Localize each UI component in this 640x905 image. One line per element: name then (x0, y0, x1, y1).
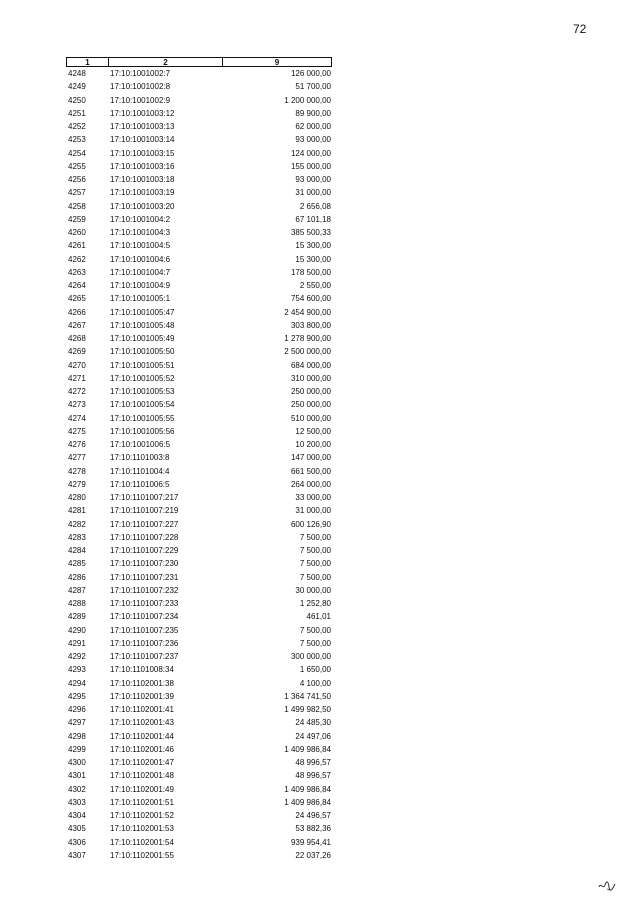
table-row (66, 412, 332, 425)
value-cell: 1 252,80 (299, 599, 331, 608)
value-cell: 310 000,00 (290, 373, 331, 383)
cadastral-number-cell: 17:10:1102001:47 (110, 758, 174, 767)
table-row (66, 173, 332, 186)
cadastral-number-cell: 17:10:1101007:228 (110, 532, 179, 542)
table-row (66, 359, 332, 372)
row-index-cell: 4307 (68, 850, 86, 860)
row-index-cell: 4266 (68, 307, 86, 317)
row-index-cell: 4292 (68, 652, 86, 661)
cadastral-number-cell: 17:10:1101007:231 (110, 572, 179, 582)
cadastral-number-cell: 17:10:1001005:1 (110, 294, 171, 304)
table-row (66, 147, 332, 160)
value-cell: 1 409 986,84 (284, 797, 331, 807)
row-index-cell: 4275 (68, 426, 86, 436)
cadastral-number-cell: 17:10:1102001:51 (110, 797, 174, 807)
value-cell: 7 500,00 (299, 546, 331, 555)
table-row (66, 756, 332, 769)
table-row (66, 213, 332, 226)
table-row (66, 67, 332, 80)
row-index-cell: 4301 (68, 771, 86, 781)
row-index-cell: 4274 (68, 413, 86, 423)
table-row (66, 650, 332, 663)
table-row (66, 822, 332, 835)
cadastral-number-cell: 17:10:1001002:9 (110, 95, 171, 105)
row-index-cell: 4273 (68, 400, 86, 410)
row-index-cell: 4261 (68, 241, 86, 251)
row-index-cell: 4305 (68, 824, 86, 834)
row-index-cell: 4251 (68, 108, 86, 118)
cadastral-number-cell: 17:10:1001004:7 (110, 267, 171, 277)
row-index-cell: 4276 (68, 440, 86, 449)
table-row (66, 133, 332, 146)
cadastral-number-cell: 17:10:1001003:15 (110, 148, 175, 158)
row-index-cell: 4290 (68, 625, 86, 635)
table-row (66, 504, 332, 517)
cadastral-number-cell: 17:10:1001003:16 (110, 161, 175, 171)
row-index-cell: 4283 (68, 532, 86, 542)
value-cell: 31 000,00 (295, 188, 331, 198)
cadastral-number-cell: 17:10:1001005:54 (110, 400, 175, 410)
table-row (66, 769, 332, 782)
table-row (66, 345, 332, 358)
row-index-cell: 4303 (68, 797, 86, 807)
row-index-cell: 4267 (68, 320, 86, 330)
cadastral-number-cell: 17:10:1001005:51 (110, 360, 175, 370)
table-row (66, 80, 332, 93)
cadastral-number-cell: 17:10:1001005:49 (110, 334, 175, 343)
row-index-cell: 4299 (68, 744, 86, 754)
row-index-cell: 4294 (68, 678, 86, 688)
table-row (66, 809, 332, 822)
table-row (66, 253, 332, 266)
cadastral-number-cell: 17:10:1102001:39 (110, 691, 174, 701)
cadastral-number-cell: 17:10:1102001:44 (110, 731, 174, 741)
value-cell: 24 485,30 (295, 718, 331, 728)
row-index-cell: 4263 (68, 267, 86, 277)
row-index-cell: 4287 (68, 585, 86, 595)
table-row (66, 571, 332, 584)
table-row (66, 730, 332, 743)
cadastral-number-cell: 17:10:1102001:43 (110, 718, 174, 728)
value-cell: 684 000,00 (290, 360, 331, 370)
row-index-cell: 4265 (68, 294, 86, 304)
row-index-cell: 4296 (68, 705, 86, 714)
table-row (66, 306, 332, 319)
value-cell: 89 900,00 (295, 108, 331, 118)
table-row (66, 438, 332, 451)
value-cell: 250 000,00 (290, 387, 331, 396)
column-header-9: 9 (274, 58, 280, 67)
cadastral-number-cell: 17:10:1001004:6 (110, 254, 171, 264)
row-index-cell: 4282 (68, 519, 86, 529)
value-cell: 1 409 986,84 (284, 744, 331, 754)
cadastral-number-cell: 17:10:1001006:5 (110, 440, 171, 449)
table-row (66, 584, 332, 597)
table-row (66, 398, 332, 411)
value-cell: 62 000,00 (295, 122, 331, 131)
table-row (66, 597, 332, 610)
table-row (66, 279, 332, 292)
value-cell: 600 126,90 (290, 519, 331, 529)
row-index-cell: 4252 (68, 122, 86, 131)
row-index-cell: 4272 (68, 387, 86, 396)
row-index-cell: 4286 (68, 572, 86, 582)
table-row (66, 200, 332, 213)
cadastral-number-cell: 17:10:1101007:235 (110, 625, 179, 635)
row-index-cell: 4250 (68, 95, 86, 105)
row-index-cell: 4254 (68, 148, 86, 158)
row-index-cell: 4277 (68, 453, 86, 463)
table-row (66, 239, 332, 252)
table-row (66, 451, 332, 464)
value-cell: 2 656,08 (299, 201, 331, 211)
row-index-cell: 4278 (68, 466, 86, 476)
table-row (66, 186, 332, 199)
value-cell: 1 364 741,50 (284, 691, 331, 701)
table-row (66, 372, 332, 385)
cadastral-number-cell: 17:10:1102001:46 (110, 744, 174, 754)
cadastral-number-cell: 17:10:1101007:217 (110, 493, 179, 502)
cadastral-number-cell: 17:10:1101007:229 (110, 546, 179, 555)
table-row (66, 849, 332, 862)
cadastral-number-cell: 17:10:1001003:20 (110, 201, 175, 211)
value-cell: 385 500,33 (290, 228, 331, 237)
table-row (66, 425, 332, 438)
cadastral-number-cell: 17:10:1101007:219 (110, 506, 179, 516)
table-row (66, 120, 332, 133)
table-row (66, 160, 332, 173)
table-row (66, 491, 332, 504)
row-index-cell: 4269 (68, 347, 86, 357)
cadastral-number-cell: 17:10:1101004:4 (110, 466, 170, 476)
row-index-cell: 4304 (68, 811, 86, 820)
value-cell: 22 037,26 (295, 850, 331, 860)
cadastral-number-cell: 17:10:1001003:12 (110, 108, 175, 118)
row-index-cell: 4259 (68, 214, 86, 224)
table-row (66, 518, 332, 531)
value-cell: 10 200,00 (295, 440, 331, 449)
cadastral-number-cell: 17:10:1001005:52 (110, 373, 175, 383)
value-cell: 1 499 982,50 (284, 705, 331, 714)
cadastral-number-cell: 17:10:1001004:5 (110, 241, 171, 251)
cadastral-number-cell: 17:10:1001003:13 (110, 122, 175, 131)
value-cell: 300 000,00 (290, 652, 331, 661)
value-cell: 1 278 900,00 (284, 334, 331, 343)
cadastral-number-cell: 17:10:1001003:19 (110, 188, 175, 198)
table-row (66, 107, 332, 120)
row-index-cell: 4264 (68, 281, 86, 290)
table-row (66, 478, 332, 491)
row-index-cell: 4271 (68, 373, 86, 383)
table-row (66, 292, 332, 305)
cadastral-number-cell: 17:10:1101007:232 (110, 585, 179, 595)
value-cell: 67 101,18 (295, 214, 331, 224)
cadastral-number-cell: 17:10:1102001:53 (110, 824, 174, 834)
table-row (66, 94, 332, 107)
table-row (66, 703, 332, 716)
value-cell: 661 500,00 (290, 466, 331, 476)
value-cell: 1 200 000,00 (284, 95, 331, 105)
column-header-2: 2 (109, 58, 223, 66)
cadastral-number-cell: 17:10:1101006:5 (110, 479, 170, 489)
cadastral-number-cell: 17:10:1001003:18 (110, 175, 175, 184)
cadastral-number-cell: 17:10:1102001:54 (110, 837, 174, 847)
row-index-cell: 4248 (68, 69, 86, 78)
data-table (66, 57, 332, 862)
value-cell: 7 500,00 (299, 638, 331, 648)
value-cell: 461,01 (306, 612, 331, 622)
table-body (66, 67, 332, 862)
row-index-cell: 4302 (68, 784, 86, 794)
cadastral-number-cell: 17:10:1101007:236 (110, 638, 179, 648)
cadastral-number-cell: 17:10:1001002:7 (110, 69, 171, 78)
cadastral-number-cell: 17:10:1101007:234 (110, 612, 179, 622)
cadastral-number-cell: 17:10:1001005:47 (110, 307, 175, 317)
value-cell: 51 700,00 (295, 82, 331, 92)
value-cell: 53 882,36 (295, 824, 331, 834)
table-row (66, 531, 332, 544)
value-cell: 1 409 986,84 (284, 784, 331, 794)
value-cell: 1 650,00 (299, 665, 331, 675)
cadastral-number-cell: 17:10:1101007:230 (110, 559, 179, 569)
cadastral-number-cell: 17:10:1001003:14 (110, 135, 175, 145)
row-index-cell: 4293 (68, 665, 86, 675)
value-cell: 2 550,00 (299, 281, 331, 290)
value-cell: 4 100,00 (299, 678, 331, 688)
value-cell: 124 000,00 (290, 148, 331, 158)
table-row (66, 557, 332, 570)
cadastral-number-cell: 17:10:1001005:56 (110, 426, 175, 436)
row-index-cell: 4300 (68, 758, 86, 767)
value-cell: 48 996,57 (295, 771, 331, 781)
value-cell: 7 500,00 (299, 572, 331, 582)
signature-mark (597, 878, 617, 892)
cadastral-number-cell: 17:10:1102001:55 (110, 850, 174, 860)
table-row (66, 716, 332, 729)
value-cell: 2 454 900,00 (284, 307, 331, 317)
cadastral-number-cell: 17:10:1001005:50 (110, 347, 175, 357)
cadastral-number-cell: 17:10:1101007:233 (110, 599, 179, 608)
row-index-cell: 4262 (68, 254, 86, 264)
value-cell: 754 600,00 (290, 294, 331, 304)
cadastral-number-cell: 17:10:1101007:237 (110, 652, 179, 661)
value-cell: 33 000,00 (295, 493, 331, 502)
row-index-cell: 4279 (68, 479, 86, 489)
cadastral-number-cell: 17:10:1001005:53 (110, 387, 175, 396)
value-cell: 7 500,00 (299, 625, 331, 635)
row-index-cell: 4284 (68, 546, 86, 555)
row-index-cell: 4295 (68, 691, 86, 701)
table-row (66, 783, 332, 796)
table-row (66, 796, 332, 809)
table-row (66, 332, 332, 345)
table-row (66, 677, 332, 690)
row-index-cell: 4256 (68, 175, 86, 184)
cadastral-number-cell: 17:10:1102001:49 (110, 784, 174, 794)
row-index-cell: 4260 (68, 228, 86, 237)
row-index-cell: 4258 (68, 201, 86, 211)
cadastral-number-cell: 17:10:1101008:34 (110, 665, 174, 675)
value-cell: 30 000,00 (295, 585, 331, 595)
cadastral-number-cell: 17:10:1001005:48 (110, 320, 175, 330)
row-index-cell: 4297 (68, 718, 86, 728)
table-row (66, 266, 332, 279)
cadastral-number-cell: 17:10:1101003:8 (110, 453, 170, 463)
row-index-cell: 4285 (68, 559, 86, 569)
value-cell: 264 000,00 (290, 479, 331, 489)
cadastral-number-cell: 17:10:1101007:227 (110, 519, 179, 529)
value-cell: 147 000,00 (290, 453, 331, 463)
value-cell: 48 996,57 (295, 758, 331, 767)
value-cell: 24 496,57 (295, 811, 331, 820)
row-index-cell: 4289 (68, 612, 86, 622)
column-header-1: 1 (67, 58, 109, 66)
table-row (66, 637, 332, 650)
value-cell: 303 800,00 (290, 320, 331, 330)
value-cell: 15 300,00 (295, 254, 331, 264)
table-row (66, 465, 332, 478)
value-cell: 24 497,06 (295, 731, 331, 741)
table-row (66, 743, 332, 756)
table-row (66, 663, 332, 676)
table-row (66, 226, 332, 239)
row-index-cell: 4253 (68, 135, 86, 145)
cadastral-number-cell: 17:10:1102001:41 (110, 705, 174, 714)
row-index-cell: 4281 (68, 506, 86, 516)
row-index-cell: 4270 (68, 360, 86, 370)
value-cell: 12 500,00 (295, 426, 331, 436)
value-cell: 93 000,00 (295, 135, 331, 145)
row-index-cell: 4249 (68, 82, 86, 92)
table-row (66, 836, 332, 849)
value-cell: 939 954,41 (290, 837, 331, 847)
table-row (66, 544, 332, 557)
page-number: 72 (573, 22, 587, 36)
value-cell: 155 000,00 (290, 161, 331, 171)
value-cell: 126 000,00 (290, 69, 331, 78)
cadastral-number-cell: 17:10:1001002:8 (110, 82, 171, 92)
table-row (66, 610, 332, 623)
cadastral-number-cell: 17:10:1001005:55 (110, 413, 175, 423)
value-cell: 510 000,00 (290, 413, 331, 423)
value-cell: 250 000,00 (290, 400, 331, 410)
row-index-cell: 4268 (68, 334, 86, 343)
value-cell: 2 500 000,00 (284, 347, 331, 357)
cadastral-number-cell: 17:10:1102001:38 (110, 678, 174, 688)
value-cell: 7 500,00 (299, 559, 331, 569)
table-row (66, 624, 332, 637)
row-index-cell: 4255 (68, 161, 86, 171)
row-index-cell: 4257 (68, 188, 86, 198)
table-row (66, 319, 332, 332)
cadastral-number-cell: 17:10:1001004:2 (110, 214, 171, 224)
row-index-cell: 4291 (68, 638, 86, 648)
value-cell: 178 500,00 (290, 267, 331, 277)
row-index-cell: 4288 (68, 599, 86, 608)
table-header (66, 57, 332, 67)
table-row (66, 385, 332, 398)
row-index-cell: 4298 (68, 731, 86, 741)
value-cell: 7 500,00 (299, 532, 331, 542)
row-index-cell: 4306 (68, 837, 86, 847)
cadastral-number-cell: 17:10:1001004:3 (110, 228, 171, 237)
row-index-cell: 4280 (68, 493, 86, 502)
table-row (66, 690, 332, 703)
cadastral-number-cell: 17:10:1102001:52 (110, 811, 174, 820)
value-cell: 31 000,00 (295, 506, 331, 516)
value-cell: 15 300,00 (295, 241, 331, 251)
value-cell: 93 000,00 (295, 175, 331, 184)
cadastral-number-cell: 17:10:1001004:9 (110, 281, 171, 290)
cadastral-number-cell: 17:10:1102001:48 (110, 771, 174, 781)
